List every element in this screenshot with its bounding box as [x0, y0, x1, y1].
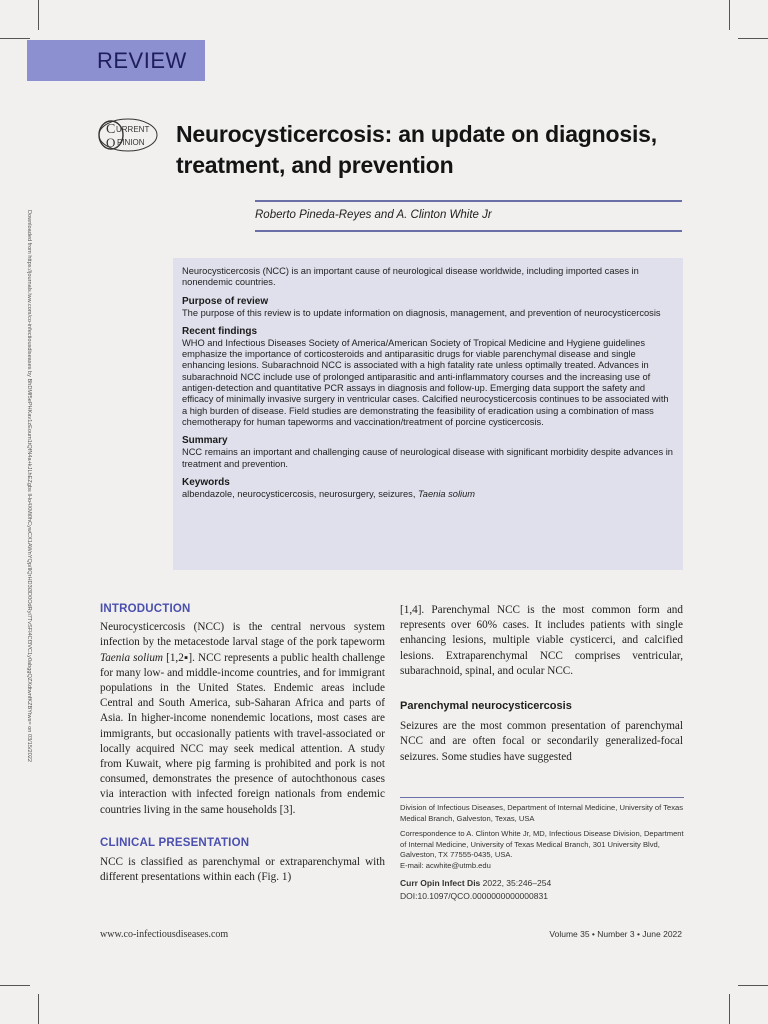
abstract-keywords: albendazole, neurocysticercosis, neurosurgery, seizures, Taenia solium — [182, 488, 476, 499]
logo-line2: PINION — [117, 138, 145, 147]
crop-mark — [738, 985, 768, 986]
abstract-heading-summary: Summary — [182, 435, 228, 447]
abstract-box — [173, 258, 683, 570]
affiliation-email: E-mail: acwhite@utmb.edu — [400, 860, 491, 870]
affiliation-division: Division of Infectious Diseases, Department of Internal Medicine, University of Texas Medical Branch, Galveston, Texas, USA — [400, 803, 684, 823]
review-banner: REVIEW — [27, 40, 205, 81]
crop-mark — [729, 994, 730, 1024]
clinical-paragraph: NCC is classified as parenchymal or extraparenchymal with different presentations within each (Fig. 1) — [100, 856, 385, 884]
title-rule-top — [255, 200, 682, 202]
parenchymal-heading: Parenchymal neurocysticercosis — [400, 700, 572, 713]
right-paragraph-2: Seizures are the most common presentation of parenchymal NCC and are often focal or secondarily generalized-focal seizures. Some studies have suggested — [400, 720, 683, 763]
authors: Roberto Pineda-Reyes and A. Clinton White Jr — [255, 209, 492, 221]
download-sidebar — [18, 210, 38, 762]
crop-mark — [0, 38, 30, 39]
clinical-heading: CLINICAL PRESENTATION — [100, 836, 250, 849]
journal-citation: Curr Opin Infect Dis 2022, 35:246–254 — [400, 877, 552, 888]
affiliation-correspondence: Correspondence to A. Clinton White Jr, MD, Infectious Disease Division, Department of Internal Medicine, University of Texas Medical Branch, 301 University Blvd, Galveston, TX 77555-0435, USA. — [400, 829, 684, 860]
introduction-paragraph: Neurocysticercosis (NCC) is the central nervous system infection by the metacestode larval stage of the pork tapeworm Taenia solium [1,2▪]. NCC represents a public health challenge for many low- and middle-income countries, and for immigrant populations in the United States. Endemic areas include Central and South America, sub-Saharan Africa and parts of Asia. In higher-income nonendemic locations, most cases are immigrants, but occasionally patients with travel-associated or locally acquired NCC may seek medical attention. A study from Kuwait, where pig farming is prohibited and pork is not consumed, demonstrates the presence of autochthonous cases via interaction with infected foreign nationals from endemic countries living in the same households [3]. — [100, 621, 385, 816]
journal-url[interactable]: www.co-infectiousdiseases.com — [100, 929, 229, 940]
crop-mark — [738, 38, 768, 39]
left-column — [100, 602, 385, 885]
abstract-heading-findings: Recent findings — [182, 325, 258, 337]
sidebar-text: Downloaded from https://journals.lww.com/co-infectiousdiseases by BhDMf5ePHKav1zEoum1tQfN4a+kJLhEZgbs IHo4XMi0hCywCX1AWnYQp/IlQrHD3i3D0OdRyi7TvSFl4Cf3VC1y0abggQZXdtwnfKZBYtws= on 03/15/2022 — [26, 210, 32, 762]
crop-mark — [0, 985, 30, 986]
abstract-findings: WHO and Infectious Diseases Society of America/American Society of Tropical Medicine and Hygiene guidelines emphasize the importance of corticosteroids and antiparasitic drugs for viable parenchymal disease and single enhancing lesions. Subarachnoid NCC is associated with a high fatality rate unless optimally treated. Advances in subarachnoid NCC include use of prolonged antiparasitic and anti-inflammatory courses and the increasing use of antigen-detection and quantitative PCR assays in diagnosis and follow-up. Emerging data support the safety and efficacy of minimally invasive surgery in ventricular cases. Calcified neurocysticercosis continues to be associated with a high burden of disease. Field studies are demonstrating the feasibility of eradication using a combination of mass chemotherapy for human tapeworms and vaccination/treatment of porcine cysticercosis. — [182, 337, 669, 427]
abstract-heading-purpose: Purpose of review — [182, 295, 269, 307]
right-column — [400, 603, 683, 765]
affiliation-rule — [400, 797, 684, 798]
abstract-heading-keywords: Keywords — [182, 476, 230, 488]
logo-c: C — [106, 122, 116, 137]
abstract-summary: NCC remains an important and challenging cause of neurological disease with significant morbidity despite advances in treatment and prevention. — [182, 447, 673, 469]
crop-mark — [729, 0, 730, 30]
volume-info: Volume 35 • Number 3 • June 2022 — [549, 929, 682, 939]
affiliation-block — [400, 797, 684, 907]
logo-line1: URRENT — [116, 125, 150, 134]
current-opinion-logo — [97, 117, 159, 153]
introduction-heading: INTRODUCTION — [100, 603, 191, 615]
article-title: Neurocysticercosis: an update on diagnosis, treatment, and prevention — [176, 121, 657, 178]
abstract-intro: Neurocysticercosis (NCC) is an important cause of neurological disease worldwide, including imported cases in nonendemic countries. — [182, 266, 639, 288]
right-paragraph-1: [1,4]. Parenchymal NCC is the most common form and represents over 60% cases. It includes patients with single enhancing lesions, multiple viable cysticerci, and calcified lesions. Extraparenchymal NCC comprises ventricular, subarachnoid, spinal, and ocular NCC. — [400, 604, 683, 677]
logo-o: O — [106, 135, 116, 150]
crop-mark — [38, 994, 39, 1024]
title-rule-bottom — [255, 230, 682, 232]
crop-mark — [38, 0, 39, 30]
abstract-purpose: The purpose of this review is to update information on diagnosis, management, and prevention of neurocysticercosis — [182, 307, 661, 318]
doi: DOI:10.1097/QCO.0000000000000831 — [400, 891, 548, 902]
